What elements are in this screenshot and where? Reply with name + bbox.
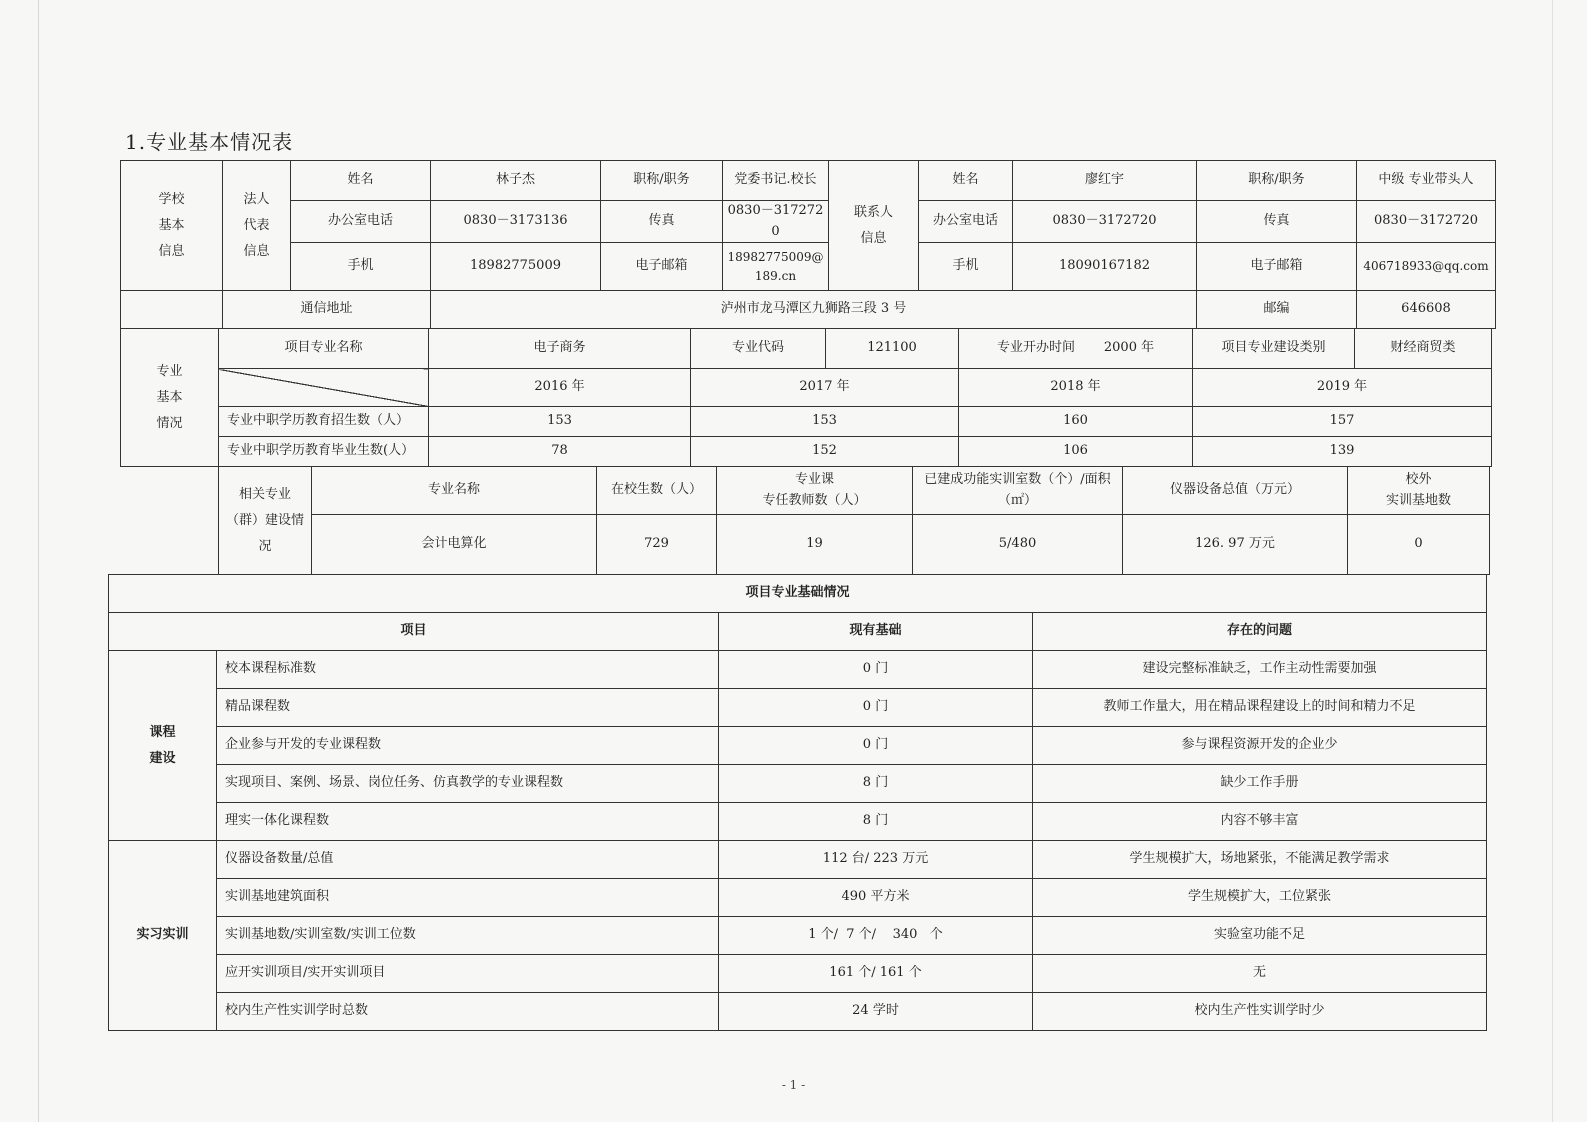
grad-label: 专业中职学历教育毕业生数(人） [219,437,429,467]
training-row-2-base: 490 平方米 [719,879,1033,917]
legal-fax-value: 0830－3172720 [723,201,829,243]
training-row-4-problem: 无 [1033,955,1487,993]
major-name-label: 项目专业名称 [219,329,429,369]
related-name: 会计电算化 [312,515,597,575]
legal-mobile-label: 手机 [291,243,431,291]
legal-title-value: 党委书记.校长 [723,161,829,201]
course-row-3-base: 0 门 [719,727,1033,765]
legal-rep-label [223,161,291,291]
contact-email-label: 电子邮箱 [1197,243,1357,291]
training-row-2-problem: 学生规模扩大，工位紧张 [1033,879,1487,917]
training-row-1-base: 112 台/ 223 万元 [719,841,1033,879]
contact-fax-label: 传真 [1197,201,1357,243]
course-row-4-item: 实现项目、案例、场景、岗位任务、仿真教学的专业课程数 [217,765,719,803]
postcode-label: 邮编 [1197,291,1357,329]
school-info-table [120,160,1496,329]
training-row-4-base: 161 个/ 161 个 [719,955,1033,993]
legal-email-label: 电子邮箱 [601,243,723,291]
enroll-2018: 160 [959,407,1193,437]
related-header-equipment: 仪器设备总值（万元） [1123,467,1348,515]
year-2019: 2019 年 [1193,369,1492,407]
page-number: - 1 - [781,1078,806,1092]
legal-office-phone-value: 0830－3173136 [431,201,601,243]
major-code-value: 121100 [826,329,959,369]
year-2016: 2016 年 [429,369,691,407]
contact-fax-value: 0830－3172720 [1357,201,1496,243]
related-header-labs-text: 已建成功能实训室数（个）/面积 （㎡） [924,472,1111,508]
school-section-label [121,161,223,291]
related-header-name: 专业名称 [312,467,597,515]
course-row-1-item: 校本课程标准数 [217,651,719,689]
contact-name-label: 姓名 [919,161,1013,201]
enroll-2019: 157 [1193,407,1492,437]
related-teachers: 19 [717,515,913,575]
school-section-text: 学校 基本 信息 [158,191,185,259]
course-row-5-base: 8 门 [719,803,1033,841]
address-label: 通信地址 [223,291,431,329]
legal-name-label: 姓名 [291,161,431,201]
related-labs: 5/480 [913,515,1123,575]
training-row-5-base: 24 学时 [719,993,1033,1031]
course-row-2-base: 0 门 [719,689,1033,727]
training-row-3-base: 1 个/ 7 个/ 340 个 [719,917,1033,955]
foundation-table [108,574,1487,1031]
legal-rep-text: 法人 代表 信息 [243,191,270,259]
major-start-label-text: 专业开办时间 [996,340,1075,356]
contact-mobile-label: 手机 [919,243,1013,291]
contact-label [829,161,919,291]
related-major-table [218,466,1490,575]
major-section-label [121,329,219,467]
postcode-value: 646608 [1357,291,1496,329]
enroll-label: 专业中职学历教育招生数（人） [219,407,429,437]
legal-email-value: 18982775009@189.cn [723,243,829,291]
year-header-diagonal [219,369,429,407]
training-row-3-problem: 实验室功能不足 [1033,917,1487,955]
related-header-labs [913,467,1123,515]
group-course-label [109,651,217,841]
course-row-5-item: 理实一体化课程数 [217,803,719,841]
contact-office-phone-label: 办公室电话 [919,201,1013,243]
related-equipment: 126. 97 万元 [1123,515,1348,575]
group-course-text: 课程 建设 [149,724,176,766]
contact-label-text: 联系人 信息 [853,204,893,246]
grad-2019: 139 [1193,437,1492,467]
related-header-teachers [717,467,913,515]
foundation-header-base: 现有基础 [719,613,1033,651]
training-row-4-item: 应开实训项目/实开实训项目 [217,955,719,993]
foundation-title: 项目专业基础情况 [109,575,1487,613]
course-row-3-problem: 参与课程资源开发的企业少 [1033,727,1487,765]
course-row-1-problem: 建设完整标准缺乏，工作主动性需要加强 [1033,651,1487,689]
training-row-3-item: 实训基地数/实训室数/实训工位数 [217,917,719,955]
foundation-header-problem: 存在的问题 [1033,613,1487,651]
course-row-2-problem: 教师工作量大，用在精品课程建设上的时间和精力不足 [1033,689,1487,727]
course-row-2-item: 精品课程数 [217,689,719,727]
major-section-text: 专业 基本 情况 [156,363,183,431]
page-left-edge [38,0,39,1122]
contact-title-value: 中级 专业带头人 [1357,161,1496,201]
major-category-value: 财经商贸类 [1355,329,1492,369]
course-row-5-problem: 内容不够丰富 [1033,803,1487,841]
related-bases: 0 [1348,515,1490,575]
grad-2017: 152 [691,437,959,467]
related-header-teachers-text: 专业课 专任教师数（人） [762,472,867,508]
contact-name-value: 廖红宇 [1013,161,1197,201]
related-header-bases [1348,467,1490,515]
related-students: 729 [597,515,717,575]
training-row-1-problem: 学生规模扩大，场地紧张，不能满足教学需求 [1033,841,1487,879]
related-header-bases-text: 校外 实训基地数 [1385,472,1451,508]
year-2017: 2017 年 [691,369,959,407]
major-start-label [959,329,1193,369]
related-label-text: 相关专业 （群）建设情 况 [225,486,304,554]
contact-email-value: 406718933@qq.com [1357,243,1496,291]
grad-2016: 78 [429,437,691,467]
related-header-students: 在校生数（人） [597,467,717,515]
related-label [219,467,312,575]
contact-mobile-value: 18090167182 [1013,243,1197,291]
training-row-5-item: 校内生产性实训学时总数 [217,993,719,1031]
enroll-2016: 153 [429,407,691,437]
major-info-table [120,328,1492,467]
contact-title-label: 职称/职务 [1197,161,1357,201]
legal-office-phone-label: 办公室电话 [291,201,431,243]
training-row-2-item: 实训基地建筑面积 [217,879,719,917]
group-training-label: 实习实训 [109,841,217,1031]
course-row-4-problem: 缺少工作手册 [1033,765,1487,803]
school-section-spacer [121,291,223,329]
course-row-1-base: 0 门 [719,651,1033,689]
page-title: 1.专业基本情况表 [125,130,294,154]
address-value: 泸州市龙马潭区九狮路三段 3 号 [431,291,1197,329]
training-row-5-problem: 校内生产性实训学时少 [1033,993,1487,1031]
legal-fax-label: 传真 [601,201,723,243]
contact-office-phone-value: 0830－3172720 [1013,201,1197,243]
year-2018: 2018 年 [959,369,1193,407]
major-start-value: 2000 年 [1103,340,1155,356]
training-row-1-item: 仪器设备数量/总值 [217,841,719,879]
legal-mobile-value: 18982775009 [431,243,601,291]
legal-name-value: 林子杰 [431,161,601,201]
legal-title-label: 职称/职务 [601,161,723,201]
foundation-header-item: 项目 [109,613,719,651]
course-row-3-item: 企业参与开发的专业课程数 [217,727,719,765]
major-name-value: 电子商务 [429,329,691,369]
grad-2018: 106 [959,437,1193,467]
course-row-4-base: 8 门 [719,765,1033,803]
major-code-label: 专业代码 [691,329,826,369]
major-category-label: 项目专业建设类别 [1193,329,1355,369]
page-right-edge [1552,0,1553,1122]
enroll-2017: 153 [691,407,959,437]
